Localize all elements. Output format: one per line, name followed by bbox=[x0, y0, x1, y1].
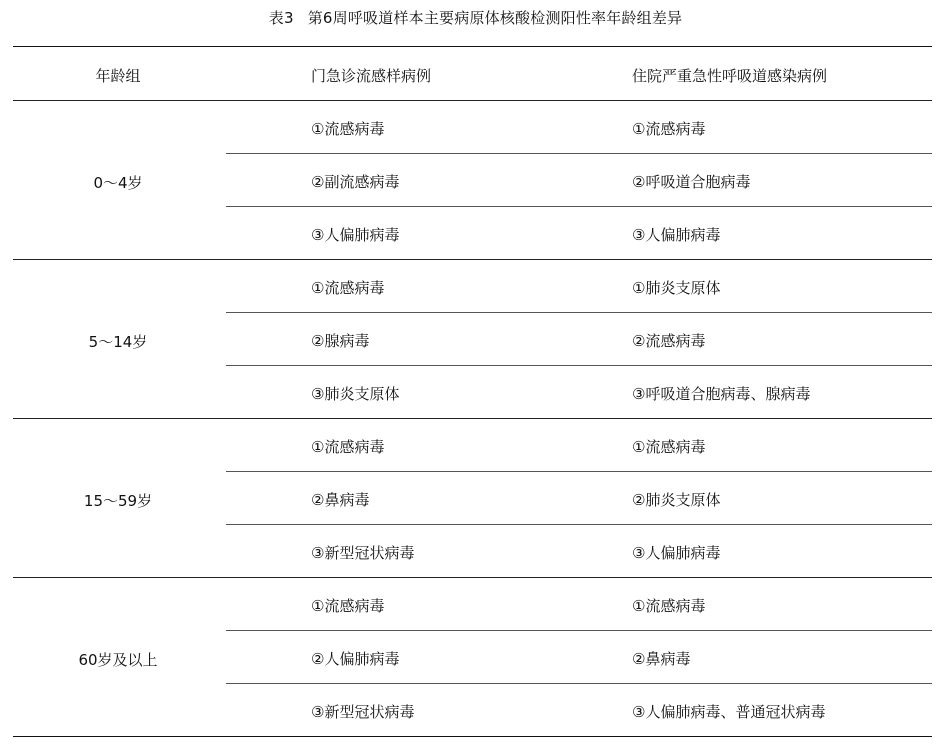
table-bottom-rule bbox=[13, 736, 932, 737]
group-divider bbox=[13, 259, 932, 260]
inpatient-pathogen-cell: ③人偏肺病毒、普通冠状病毒 bbox=[632, 703, 826, 721]
row-divider bbox=[226, 471, 932, 472]
outpatient-pathogen-cell: ②人偏肺病毒 bbox=[311, 650, 400, 668]
header-rule bbox=[13, 100, 932, 101]
inpatient-pathogen-cell: ③人偏肺病毒 bbox=[632, 544, 721, 562]
outpatient-pathogen-cell: ①流感病毒 bbox=[311, 120, 385, 138]
row-divider bbox=[226, 365, 932, 366]
inpatient-pathogen-cell: ②呼吸道合胞病毒 bbox=[632, 173, 751, 191]
row-divider bbox=[226, 683, 932, 684]
inpatient-pathogen-cell: ②流感病毒 bbox=[632, 332, 706, 350]
group-divider bbox=[13, 577, 932, 578]
inpatient-pathogen-cell: ①流感病毒 bbox=[632, 438, 706, 456]
outpatient-pathogen-cell: ③人偏肺病毒 bbox=[311, 226, 400, 244]
outpatient-pathogen-cell: ①流感病毒 bbox=[311, 279, 385, 297]
outpatient-pathogen-cell: ①流感病毒 bbox=[311, 597, 385, 615]
outpatient-pathogen-cell: ②腺病毒 bbox=[311, 332, 370, 350]
table-top-rule bbox=[13, 46, 932, 47]
row-divider bbox=[226, 153, 932, 154]
table-number: 表3 bbox=[268, 9, 294, 27]
table-caption bbox=[0, 8, 951, 28]
outpatient-pathogen-cell: ③肺炎支原体 bbox=[311, 385, 400, 403]
inpatient-pathogen-cell: ①流感病毒 bbox=[632, 120, 706, 138]
outpatient-pathogen-cell: ①流感病毒 bbox=[311, 438, 385, 456]
inpatient-pathogen-cell: ②鼻病毒 bbox=[632, 650, 691, 668]
table-title: 第6周呼吸道样本主要病原体核酸检测阳性率年龄组差异 bbox=[307, 9, 683, 27]
inpatient-pathogen-cell: ②肺炎支原体 bbox=[632, 491, 721, 509]
inpatient-pathogen-cell: ③人偏肺病毒 bbox=[632, 226, 721, 244]
age-group-label: 60岁及以上 bbox=[78, 651, 158, 669]
outpatient-pathogen-cell: ②副流感病毒 bbox=[311, 173, 400, 191]
header-inpatient: 住院严重急性呼吸道感染病例 bbox=[632, 67, 828, 85]
outpatient-pathogen-cell: ③新型冠状病毒 bbox=[311, 703, 415, 721]
inpatient-pathogen-cell: ③呼吸道合胞病毒、腺病毒 bbox=[632, 385, 811, 403]
age-group-label: 15～59岁 bbox=[83, 492, 153, 510]
row-divider bbox=[226, 524, 932, 525]
row-divider bbox=[226, 312, 932, 313]
outpatient-pathogen-cell: ③新型冠状病毒 bbox=[311, 544, 415, 562]
age-group-label: 0～4岁 bbox=[93, 174, 143, 192]
row-divider bbox=[226, 630, 932, 631]
inpatient-pathogen-cell: ①肺炎支原体 bbox=[632, 279, 721, 297]
inpatient-pathogen-cell: ①流感病毒 bbox=[632, 597, 706, 615]
row-divider bbox=[226, 206, 932, 207]
header-outpatient: 门急诊流感样病例 bbox=[311, 67, 432, 85]
age-group-label: 5～14岁 bbox=[88, 333, 148, 351]
group-divider bbox=[13, 418, 932, 419]
header-age-group: 年龄组 bbox=[95, 67, 141, 85]
outpatient-pathogen-cell: ②鼻病毒 bbox=[311, 491, 370, 509]
